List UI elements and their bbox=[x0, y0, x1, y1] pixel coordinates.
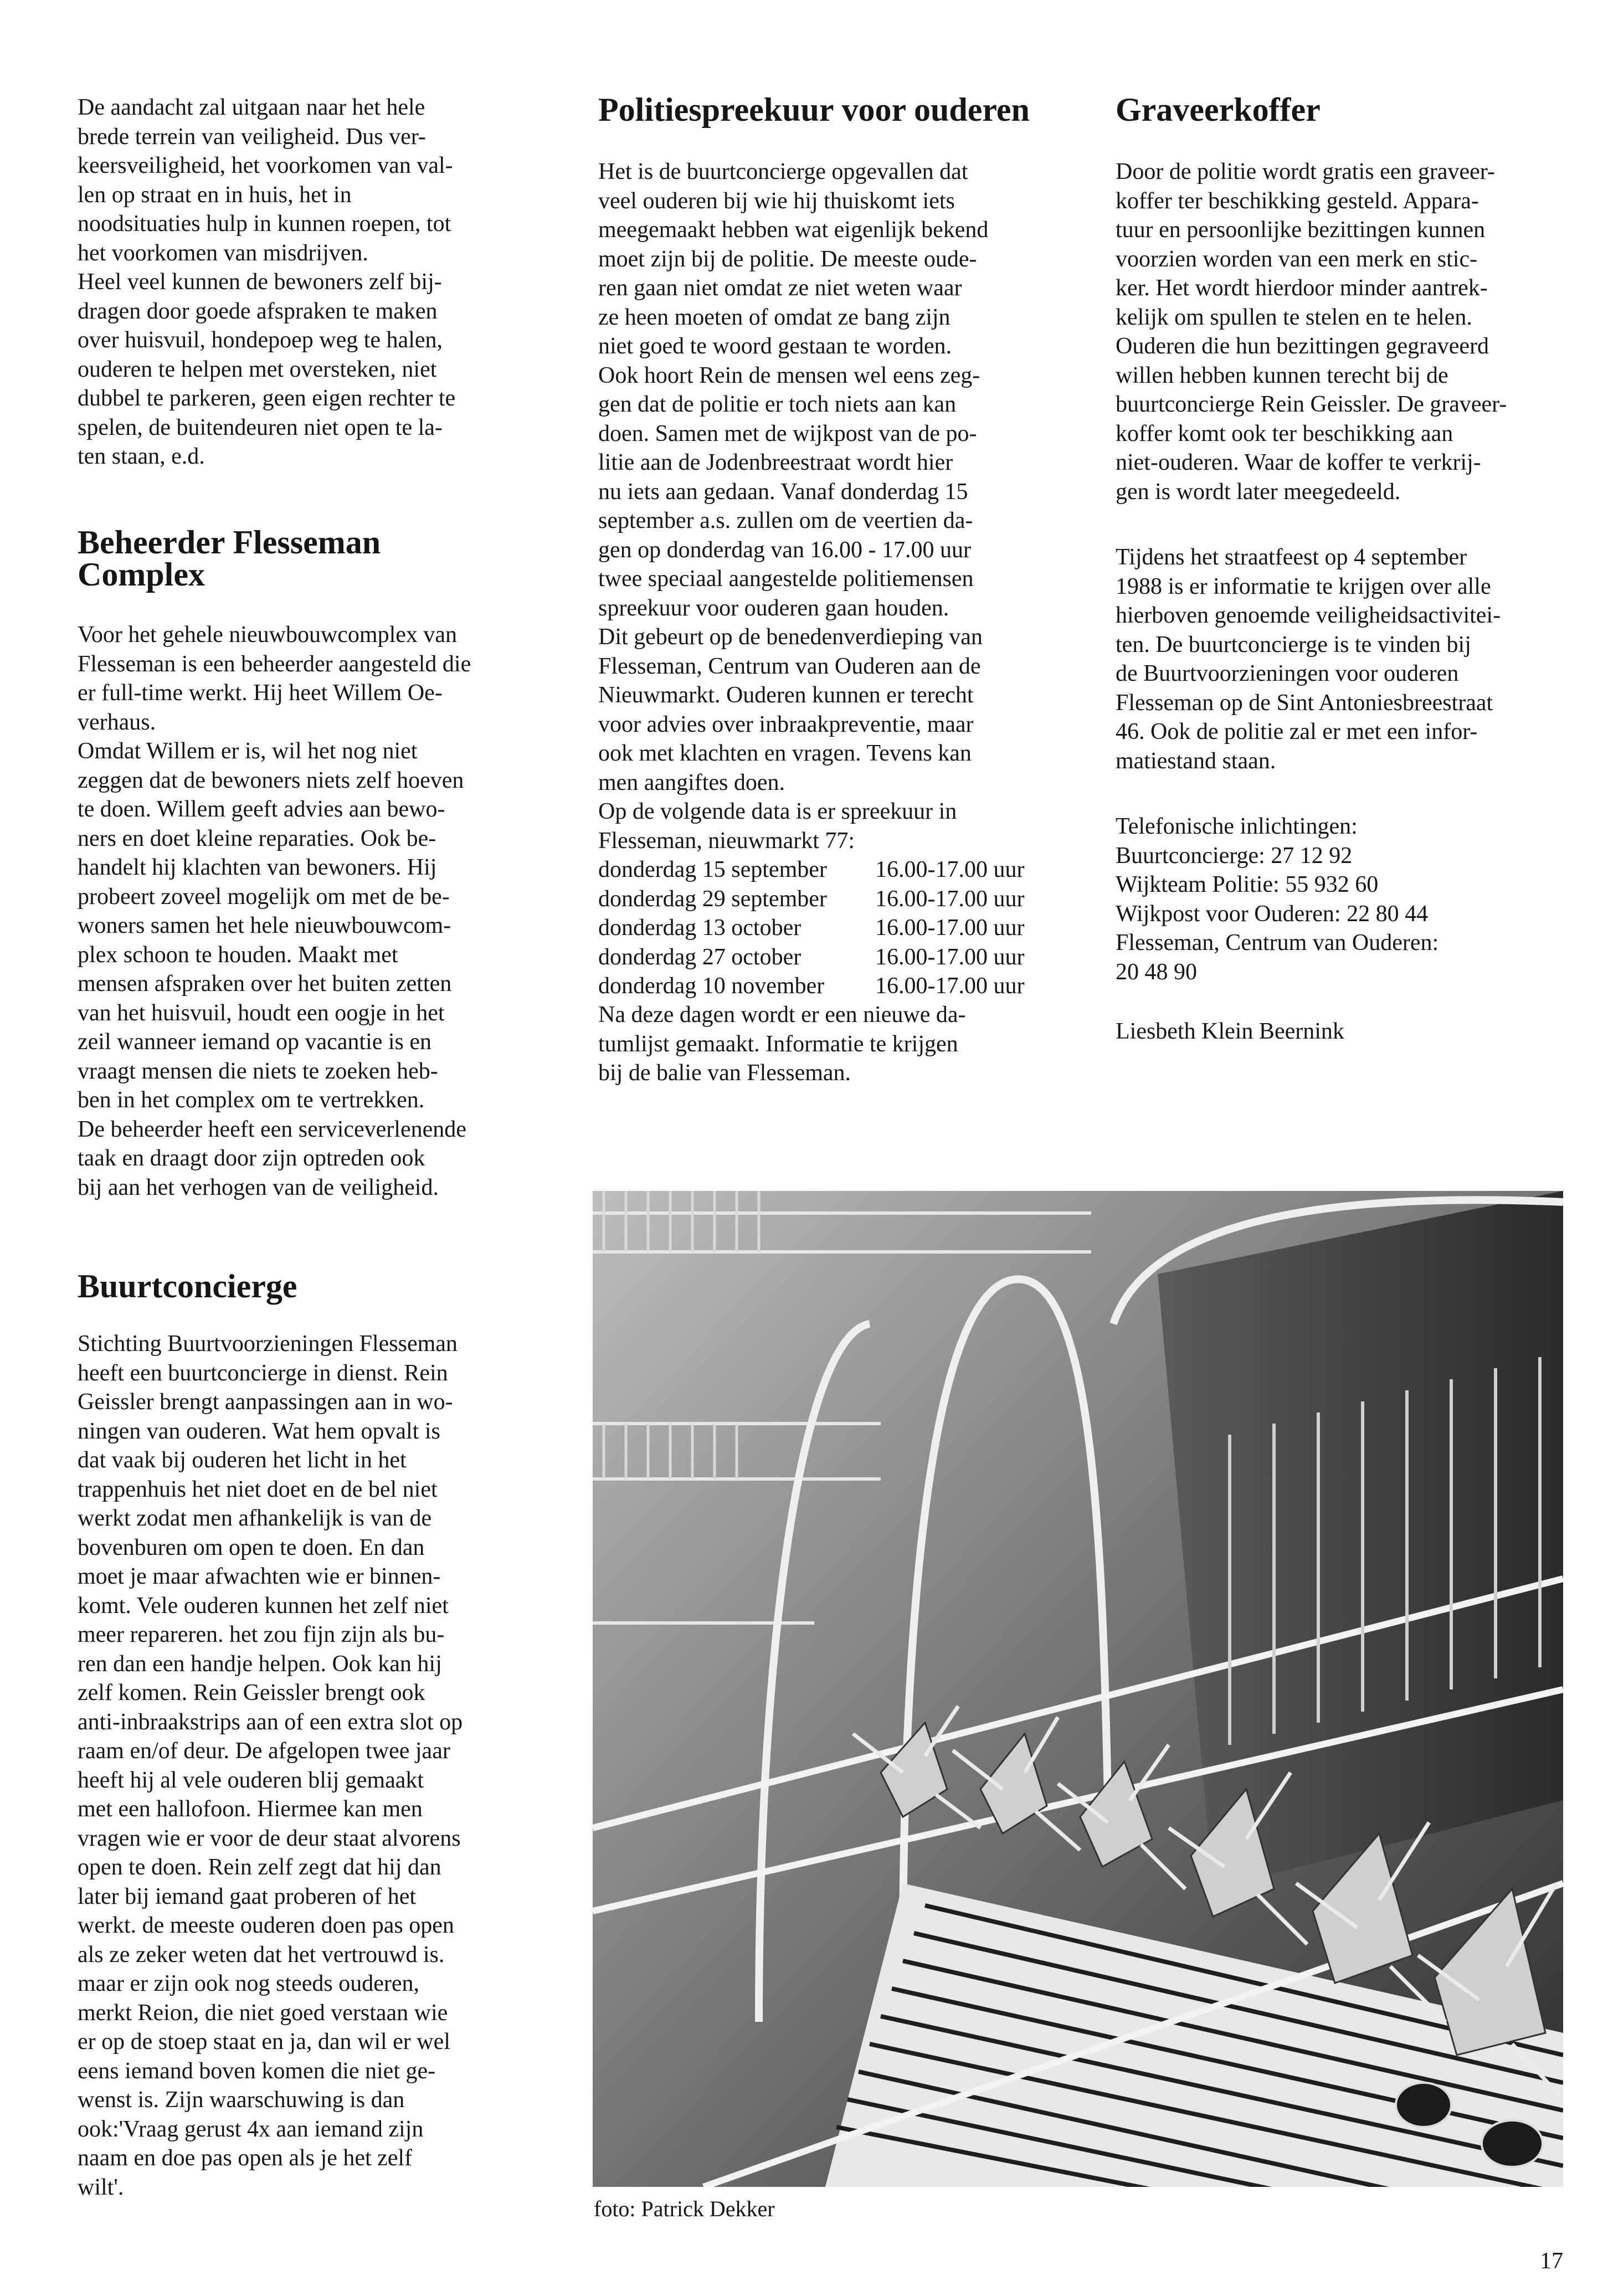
schedule-row bbox=[598, 913, 1058, 943]
schedule-row bbox=[598, 943, 1058, 972]
text-line: hierboven genoemde veiligheidsactivitei- bbox=[1116, 603, 1501, 628]
text-line: De aandacht zal uitgaan naar het hele bbox=[78, 95, 425, 120]
text-line: Ook hoort Rein de mensen wel eens zeg- bbox=[598, 362, 980, 388]
text-line: ze heen moeten of omdat ze bang zijn bbox=[598, 304, 951, 330]
text-line: de Buurtvoorzieningen voor ouderen bbox=[1116, 661, 1459, 686]
text-line: ten staan, e.d. bbox=[78, 444, 205, 469]
text-line: len op straat en in huis, het in bbox=[78, 182, 352, 208]
text-line: wilt'. bbox=[78, 2174, 124, 2200]
text-line: Wijkteam Politie: 55 932 60 bbox=[1116, 872, 1379, 897]
text-line: ten. De buurtconcierge is te vinden bij bbox=[1116, 631, 1471, 658]
text-line: doen. Samen met de wijkpost van de po- bbox=[598, 420, 977, 446]
text-line: zeggen dat de bewoners niets zelf hoeven bbox=[78, 767, 464, 793]
text-line: moet je maar afwachten wie er binnen- bbox=[78, 1564, 441, 1589]
text-line: moet zijn bij de politie. De meeste oude- bbox=[598, 246, 977, 272]
text-line: trappenhuis het niet doet en de bel niet bbox=[78, 1476, 438, 1502]
text-line: Buurtconcierge: 27 12 92 bbox=[1116, 843, 1353, 869]
text-line: zelf komen. Rein Geissler brengt ook bbox=[78, 1680, 425, 1706]
text-line: werkt. de meeste ouderen doen pas open bbox=[78, 1913, 454, 1938]
text-line: eens iemand boven komen die niet ge- bbox=[78, 2058, 436, 2084]
text-line: matiestand staan. bbox=[1116, 748, 1276, 774]
text-line: koffer ter beschikking gesteld. Appara- bbox=[1116, 188, 1479, 214]
schedule-date: donderdag 27 october bbox=[598, 944, 802, 970]
text-line: wenst is. Zijn waarschuwing is dan bbox=[78, 2087, 405, 2113]
text-line: heeft hij al vele ouderen blij gemaakt bbox=[78, 1767, 424, 1793]
text-line: buurtconcierge Rein Geissler. De graveer- bbox=[1116, 392, 1507, 417]
text-line: ouderen te helpen met oversteken, niet bbox=[78, 356, 437, 382]
text-line: over huisvuil, hondepoep weg te halen, bbox=[78, 327, 443, 353]
text-line: men aangiftes doen. bbox=[598, 769, 785, 795]
text-line: anti-inbraakstrips aan of een extra slot op bbox=[78, 1709, 463, 1735]
photo-credit: foto: Patrick Dekker bbox=[594, 2196, 775, 2221]
schedule-date: donderdag 10 november bbox=[598, 973, 825, 999]
text-line: heeft een buurtconcierge in dienst. Rein bbox=[78, 1360, 448, 1386]
text-line: litie aan de Jodenbreestraat wordt hier bbox=[598, 450, 953, 475]
text-line: gen op donderdag van 16.00 - 17.00 uur bbox=[598, 537, 972, 563]
text-line: dragen door goede afspraken te maken bbox=[78, 298, 438, 324]
text-line: 46. Ook de politie zal er met een infor- bbox=[1116, 719, 1478, 744]
text-line: er op de stoep staat en ja, dan wil er wel bbox=[78, 2029, 450, 2054]
text-line: ners en doet kleine reparaties. Ook be- bbox=[78, 825, 436, 851]
text-line: ningen van ouderen. Wat hem opvalt is bbox=[78, 1418, 440, 1444]
text-line: bij de balie van Flesseman. bbox=[598, 1060, 851, 1086]
text-line: van het huisvuil, houdt een oogje in het bbox=[78, 1000, 445, 1026]
text-line: Het is de buurtconcierge opgevallen dat bbox=[598, 159, 968, 184]
text-line: mensen afspraken over het buiten zetten bbox=[78, 971, 452, 997]
text-line: plex schoon te houden. Maakt met bbox=[78, 942, 398, 968]
text-line: Flesseman, Centrum van Ouderen aan de bbox=[598, 653, 981, 679]
text-line: Flesseman op de Sint Antoniesbreestraat bbox=[1116, 690, 1493, 716]
text-line: meer repareren. het zou fijn zijn als bu- bbox=[78, 1622, 445, 1647]
politiespreekuur-closing bbox=[598, 1000, 1058, 1088]
text-line: Beheerder Flesseman bbox=[78, 524, 381, 561]
text-line: tuur en persoonlijke bezittingen kunnen bbox=[1116, 217, 1486, 243]
staircase-illustration bbox=[593, 1191, 1563, 2187]
text-line: keersveiligheid, het voorkomen van val- bbox=[78, 153, 453, 178]
text-line: 20 48 90 bbox=[1116, 959, 1197, 985]
straatfeest-text bbox=[1116, 543, 1575, 775]
text-line: brede terrein van veiligheid. Dus ver- bbox=[78, 124, 426, 150]
text-line: koffer komt ook ter beschikking aan bbox=[1116, 420, 1453, 446]
staircase-photo bbox=[593, 1191, 1563, 2187]
schedule-row bbox=[598, 972, 1058, 1001]
text-line: naam en doe pas open als je het zelf bbox=[78, 2145, 413, 2171]
text-line: Omdat Willem er is, wil het nog niet bbox=[78, 738, 418, 764]
buurtconcierge-heading: Buurtconcierge bbox=[78, 1268, 297, 1304]
text-line: 1988 is er informatie te krijgen over alle bbox=[1116, 573, 1491, 599]
text-line: spreekuur voor ouderen gaan houden. bbox=[598, 595, 949, 621]
author-name: Liesbeth Klein Beernink bbox=[1116, 1019, 1344, 1044]
text-line: als ze zeker weten dat het vertrouwd is. bbox=[78, 1941, 445, 1968]
text-line: spelen, de buitendeuren niet open te la- bbox=[78, 414, 443, 440]
buurtconcierge-text bbox=[78, 1329, 554, 2202]
schedule-time: 16.00-17.00 uur bbox=[875, 915, 1025, 941]
text-line: Dit gebeurt op de benedenverdieping van bbox=[598, 624, 983, 650]
text-line: verhaus. bbox=[78, 709, 156, 735]
text-line: vraagt mensen die niets te zoeken heb- bbox=[78, 1058, 438, 1084]
text-line: noodsituaties hulp in kunnen roepen, tot bbox=[78, 211, 451, 237]
text-line: met een hallofoon. Hiermee kan men bbox=[78, 1796, 423, 1822]
text-line: Tijdens het straatfeest op 4 september bbox=[1116, 545, 1467, 570]
text-line: handelt hij klachten van bewoners. Hij bbox=[78, 855, 437, 880]
text-line: taak en draagt door zijn optreden ook bbox=[78, 1146, 425, 1171]
text-line: tumlijst gemaakt. Informatie te krijgen bbox=[598, 1031, 958, 1057]
text-line: dubbel te parkeren, geen eigen rechter te bbox=[78, 386, 456, 411]
text-line: komt. Vele ouderen kunnen het zelf niet bbox=[78, 1593, 449, 1619]
text-line: Flesseman is een beheerder aangesteld die bbox=[78, 651, 471, 677]
intro-text bbox=[78, 93, 554, 471]
text-line: ren gaan niet omdat ze niet weten waar bbox=[598, 275, 962, 301]
text-line: voor advies over inbraakpreventie, maar bbox=[598, 711, 974, 737]
text-line: september a.s. zullen om de veertien da- bbox=[598, 508, 973, 533]
page-number: 17 bbox=[1540, 2248, 1563, 2274]
text-line: te doen. Willem geeft advies aan bewo- bbox=[78, 797, 445, 822]
schedule-date: donderdag 13 october bbox=[598, 915, 802, 941]
text-line: ook met klachten en vragen. Tevens kan bbox=[598, 741, 972, 766]
text-line: merkt Reion, die niet goed verstaan wie bbox=[78, 2000, 448, 2026]
schedule-date: donderdag 15 september bbox=[598, 857, 827, 882]
text-line: dat vaak bij ouderen het licht in het bbox=[78, 1447, 407, 1473]
schedule-time: 16.00-17.00 uur bbox=[875, 857, 1025, 882]
text-line: Voor het gehele nieuwbouwcomplex van bbox=[78, 622, 458, 648]
text-line: voorzien worden van een merk en stic- bbox=[1116, 246, 1478, 272]
text-line: Flesseman, Centrum van Ouderen: bbox=[1116, 930, 1439, 956]
text-line: Nieuwmarkt. Ouderen kunnen er terecht bbox=[598, 682, 974, 708]
text-line: bovenburen om open te doen. En dan bbox=[78, 1534, 425, 1560]
text-line: ben in het complex om te vertrekken. bbox=[78, 1087, 425, 1113]
text-line: zeil wanneer iemand op vacantie is en bbox=[78, 1029, 432, 1055]
text-line: werkt zodat men afhankelijk is van de bbox=[78, 1506, 432, 1531]
telefonische-inlichtingen bbox=[1116, 812, 1575, 987]
schedule-time: 16.00-17.00 uur bbox=[875, 944, 1025, 970]
text-line: er full-time werkt. Hij heet Willem Oe- bbox=[78, 680, 443, 706]
text-line: twee speciaal aangestelde politiemensen bbox=[598, 566, 974, 592]
text-line: Geissler brengt aanpassingen aan in wo- bbox=[78, 1389, 453, 1415]
text-line: Stichting Buurtvoorzieningen Flesseman bbox=[78, 1331, 458, 1357]
text-line: Complex bbox=[78, 556, 205, 593]
text-line: Telefonische inlichtingen: bbox=[1116, 814, 1358, 839]
beheerder-heading bbox=[78, 524, 381, 593]
text-line: De beheerder heeft een serviceverlenende bbox=[78, 1116, 466, 1142]
graveerkoffer-heading: Graveerkoffer bbox=[1116, 91, 1321, 128]
text-line: nu iets aan gedaan. Vanaf donderdag 15 bbox=[598, 479, 968, 505]
text-line: Op de volgende data is er spreekuur in bbox=[598, 799, 957, 824]
text-line: kelijk om spullen te stelen en te helen. bbox=[1116, 304, 1472, 330]
text-line: probeert zoveel mogelijk om met de be- bbox=[78, 884, 450, 910]
politiespreekuur-text bbox=[598, 157, 1058, 855]
text-line: gen dat de politie er toch niets aan kan bbox=[598, 392, 957, 417]
text-line: niet goed te woord gestaan te worden. bbox=[598, 333, 952, 359]
text-line: ker. Het wordt hierdoor minder aantrek- bbox=[1116, 275, 1488, 301]
text-line: ook:'Vraag gerust 4x aan iemand zijn bbox=[78, 2116, 424, 2142]
graveerkoffer-text bbox=[1116, 157, 1575, 506]
schedule-time: 16.00-17.00 uur bbox=[875, 886, 1025, 912]
schedule-date: donderdag 29 september bbox=[598, 886, 827, 912]
text-line: Door de politie wordt gratis een graveer- bbox=[1116, 159, 1495, 184]
text-line: bij aan het verhogen van de veiligheid. bbox=[78, 1174, 439, 1200]
text-line: het voorkomen van misdrijven. bbox=[78, 240, 368, 266]
text-line: Heel veel kunnen de bewoners zelf bij- bbox=[78, 269, 442, 295]
text-line: Ouderen die hun bezittingen gegraveerd bbox=[1116, 333, 1489, 359]
schedule-time: 16.00-17.00 uur bbox=[875, 973, 1025, 999]
text-line: Wijkpost voor Ouderen: 22 80 44 bbox=[1116, 901, 1429, 927]
text-line: ren dan een handje helpen. Ook kan hij bbox=[78, 1651, 442, 1677]
schedule-row bbox=[598, 855, 1058, 885]
text-line: vragen wie er voor de deur staat alvorens bbox=[78, 1825, 461, 1851]
text-line: niet-ouderen. Waar de koffer te verkrij- bbox=[1116, 450, 1481, 475]
text-line: maar er zijn ook nog steeds ouderen, bbox=[78, 1971, 419, 1996]
text-line: willen hebben kunnen terecht bij de bbox=[1116, 362, 1448, 388]
text-line: veel ouderen bij wie hij thuiskomt iets bbox=[598, 188, 955, 214]
text-line: meegemaakt hebben wat eigenlijk bekend bbox=[598, 217, 989, 243]
schedule-row bbox=[598, 885, 1058, 914]
text-line: later bij iemand gaat proberen of het bbox=[78, 1883, 417, 1909]
text-line: gen is wordt later meegedeeld. bbox=[1116, 479, 1401, 505]
text-line: raam en/of deur. De afgelopen twee jaar bbox=[78, 1738, 450, 1764]
spreekuur-schedule bbox=[598, 855, 1058, 1001]
text-line: open te doen. Rein zelf zegt dat hij dan bbox=[78, 1855, 441, 1880]
politiespreekuur-heading: Politiespreekuur voor ouderen bbox=[598, 91, 1030, 128]
text-line: Flesseman, nieuwmarkt 77: bbox=[598, 828, 855, 854]
text-line: woners samen het hele nieuwbouwcom- bbox=[78, 913, 451, 938]
beheerder-text bbox=[78, 620, 554, 1202]
text-line: Na deze dagen wordt er een nieuwe da- bbox=[598, 1002, 966, 1028]
